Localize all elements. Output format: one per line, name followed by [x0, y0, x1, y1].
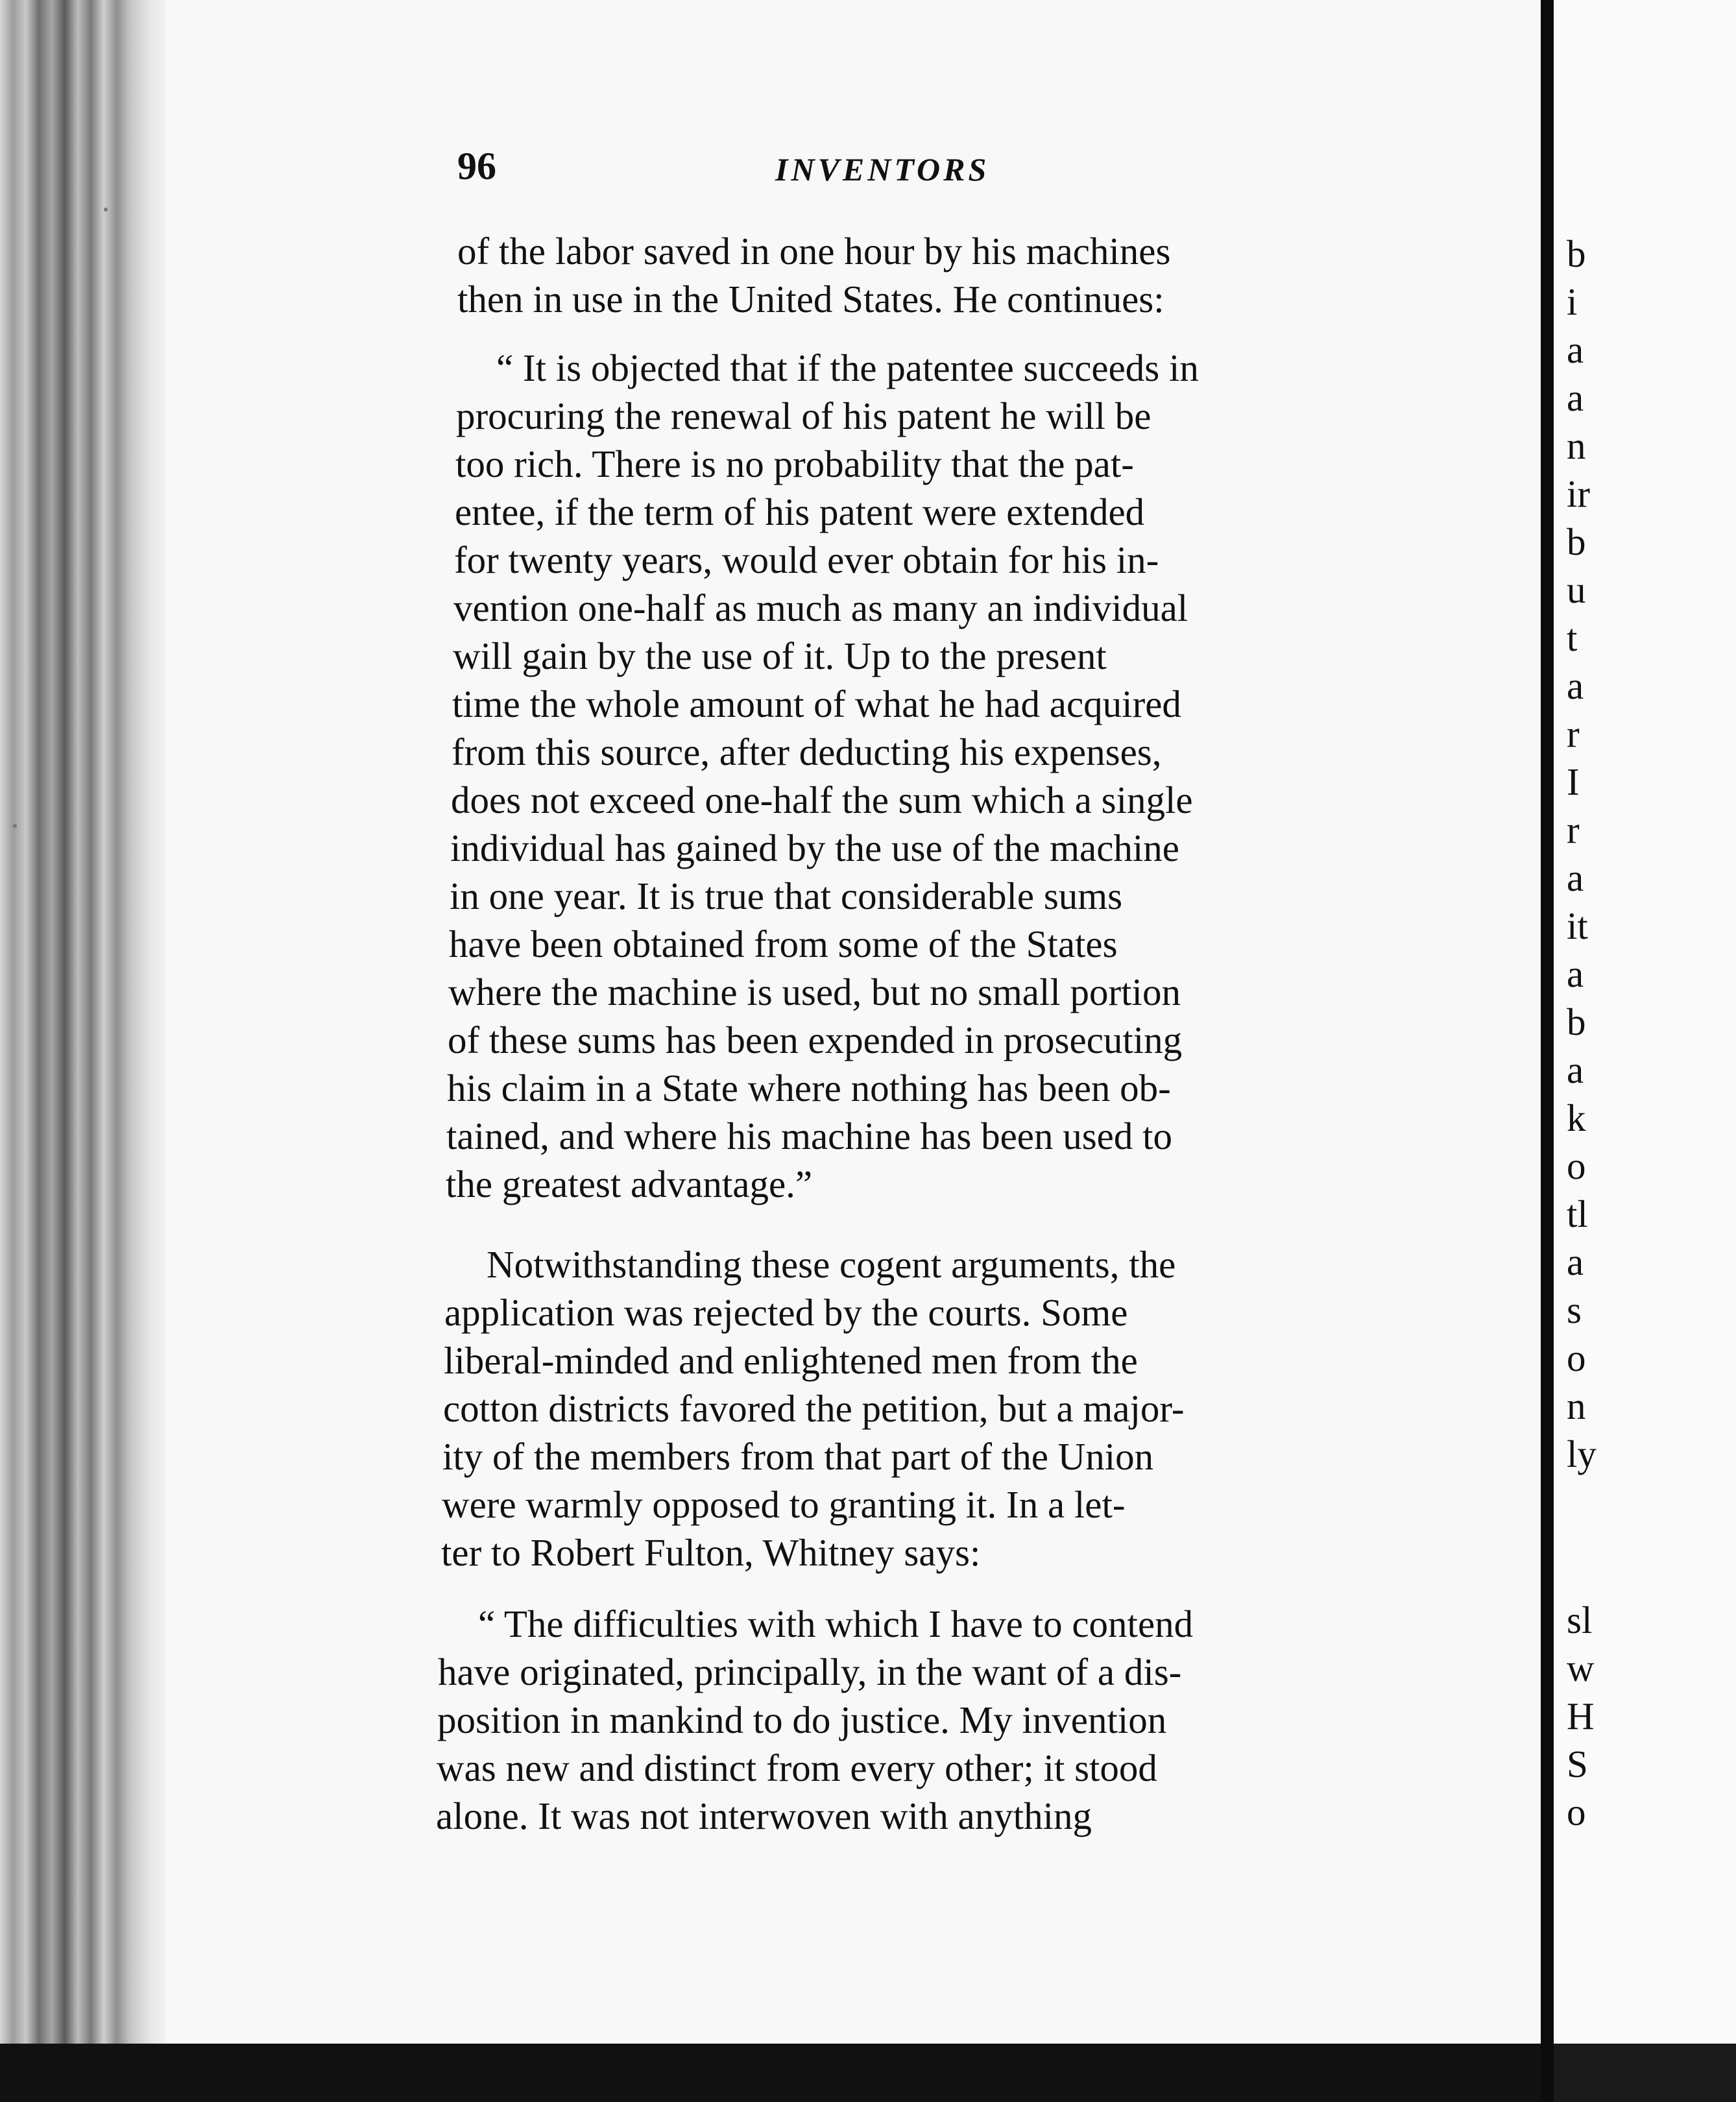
page-number: 96: [457, 145, 496, 187]
facing-page-fragment: o: [1567, 1144, 1586, 1187]
book-spine-edge: [0, 0, 165, 2063]
body-line: vention one-half as much as many an individual: [453, 586, 1188, 629]
facing-page-fragment: a: [1567, 328, 1584, 371]
running-head: INVENTORS: [775, 151, 990, 187]
facing-page-fragment: r: [1567, 808, 1580, 851]
facing-page-fragment: it: [1567, 904, 1588, 947]
body-line: will gain by the use of it. Up to the present: [453, 634, 1107, 677]
body-line: tained, and where his machine has been used to: [446, 1115, 1172, 1157]
body-line: procuring the renewal of his patent he will be: [456, 394, 1151, 437]
facing-page-fragment: w: [1567, 1647, 1595, 1689]
body-line: does not exceed one-half the sum which a single: [451, 779, 1193, 821]
body-line: entee, if the term of his patent were extended: [455, 490, 1145, 533]
body-line: for twenty years, would ever obtain for his in-: [454, 538, 1159, 581]
facing-page-fragment: a: [1567, 1048, 1584, 1091]
facing-page-fragment: ly: [1567, 1432, 1597, 1475]
dust-speck: [104, 208, 108, 211]
left-page: [165, 0, 1541, 2044]
facing-page-fragment: a: [1567, 664, 1584, 707]
book-gutter: [1541, 0, 1554, 2102]
body-line: his claim in a State where nothing has been ob-: [447, 1067, 1171, 1109]
body-line: of the labor saved in one hour by his machines: [457, 230, 1171, 272]
body-line: was new and distinct from every other; it stood: [437, 1746, 1157, 1789]
facing-page-fragment: i: [1567, 280, 1578, 323]
body-line: ter to Robert Fulton, Whitney says:: [441, 1531, 981, 1574]
body-line: “ The difficulties with which I have to contend: [478, 1602, 1194, 1645]
body-line: alone. It was not interwoven with anything: [436, 1794, 1092, 1837]
facing-page-fragment: n: [1567, 424, 1586, 467]
facing-page-fragment: b: [1567, 520, 1586, 563]
body-line: position in mankind to do justice. My invention: [437, 1698, 1167, 1741]
body-line: Notwithstanding these cogent arguments, the: [487, 1243, 1176, 1286]
facing-page-fragment: t: [1567, 616, 1578, 659]
body-line: were warmly opposed to granting it. In a let-: [442, 1483, 1126, 1526]
body-line: in one year. It is true that considerable sums: [450, 875, 1123, 917]
body-line: of these sums has been expended in prosecuting: [448, 1019, 1183, 1061]
dust-speck: [13, 824, 17, 828]
facing-page-fragment: k: [1567, 1096, 1586, 1139]
body-line: ity of the members from that part of the Union: [442, 1435, 1154, 1478]
facing-page-fragment: r: [1567, 712, 1580, 755]
body-line: where the machine is used, but no small portion: [448, 971, 1181, 1013]
facing-page-fragment: o: [1567, 1791, 1586, 1833]
facing-page-fragment: S: [1567, 1743, 1588, 1785]
body-line: cotton districts favored the petition, but a major-: [443, 1387, 1185, 1430]
body-line: from this source, after deducting his expenses,: [452, 731, 1162, 773]
facing-page-fragment: u: [1567, 568, 1586, 611]
facing-page-fragment: tl: [1567, 1192, 1588, 1235]
body-line: “ It is objected that if the patentee succeeds in: [496, 346, 1199, 389]
scan-border-bottom: [0, 2044, 1554, 2102]
scan-border-bottom-right: [1554, 2044, 1736, 2102]
body-line: liberal-minded and enlightened men from the: [444, 1339, 1138, 1382]
body-line: have been obtained from some of the States: [449, 923, 1118, 965]
body-line: then in use in the United States. He continues:: [457, 278, 1164, 320]
body-line: application was rejected by the courts. Some: [444, 1291, 1128, 1334]
facing-page-fragment: o: [1567, 1336, 1586, 1379]
facing-page-fragment: I: [1567, 760, 1580, 803]
facing-page-fragment: sl: [1567, 1599, 1593, 1641]
body-line: individual has gained by the use of the machine: [450, 827, 1179, 869]
facing-page-fragment: a: [1567, 1240, 1584, 1283]
facing-page-fragment: H: [1567, 1695, 1595, 1737]
facing-page-fragment: a: [1567, 376, 1584, 419]
facing-page-fragment: n: [1567, 1384, 1586, 1427]
body-line: the greatest advantage.”: [446, 1163, 813, 1205]
body-line: too rich. There is no probability that the pat-: [455, 442, 1134, 485]
facing-page-fragment: ir: [1567, 472, 1591, 515]
body-line: have originated, principally, in the want of a dis-: [438, 1650, 1182, 1693]
facing-page-fragment: a: [1567, 856, 1584, 899]
facing-page-fragment: b: [1567, 232, 1586, 275]
body-line: time the whole amount of what he had acquired: [452, 683, 1181, 725]
facing-page-fragment: b: [1567, 1000, 1586, 1043]
facing-page-fragment: a: [1567, 952, 1584, 995]
facing-page-fragment: s: [1567, 1288, 1582, 1331]
